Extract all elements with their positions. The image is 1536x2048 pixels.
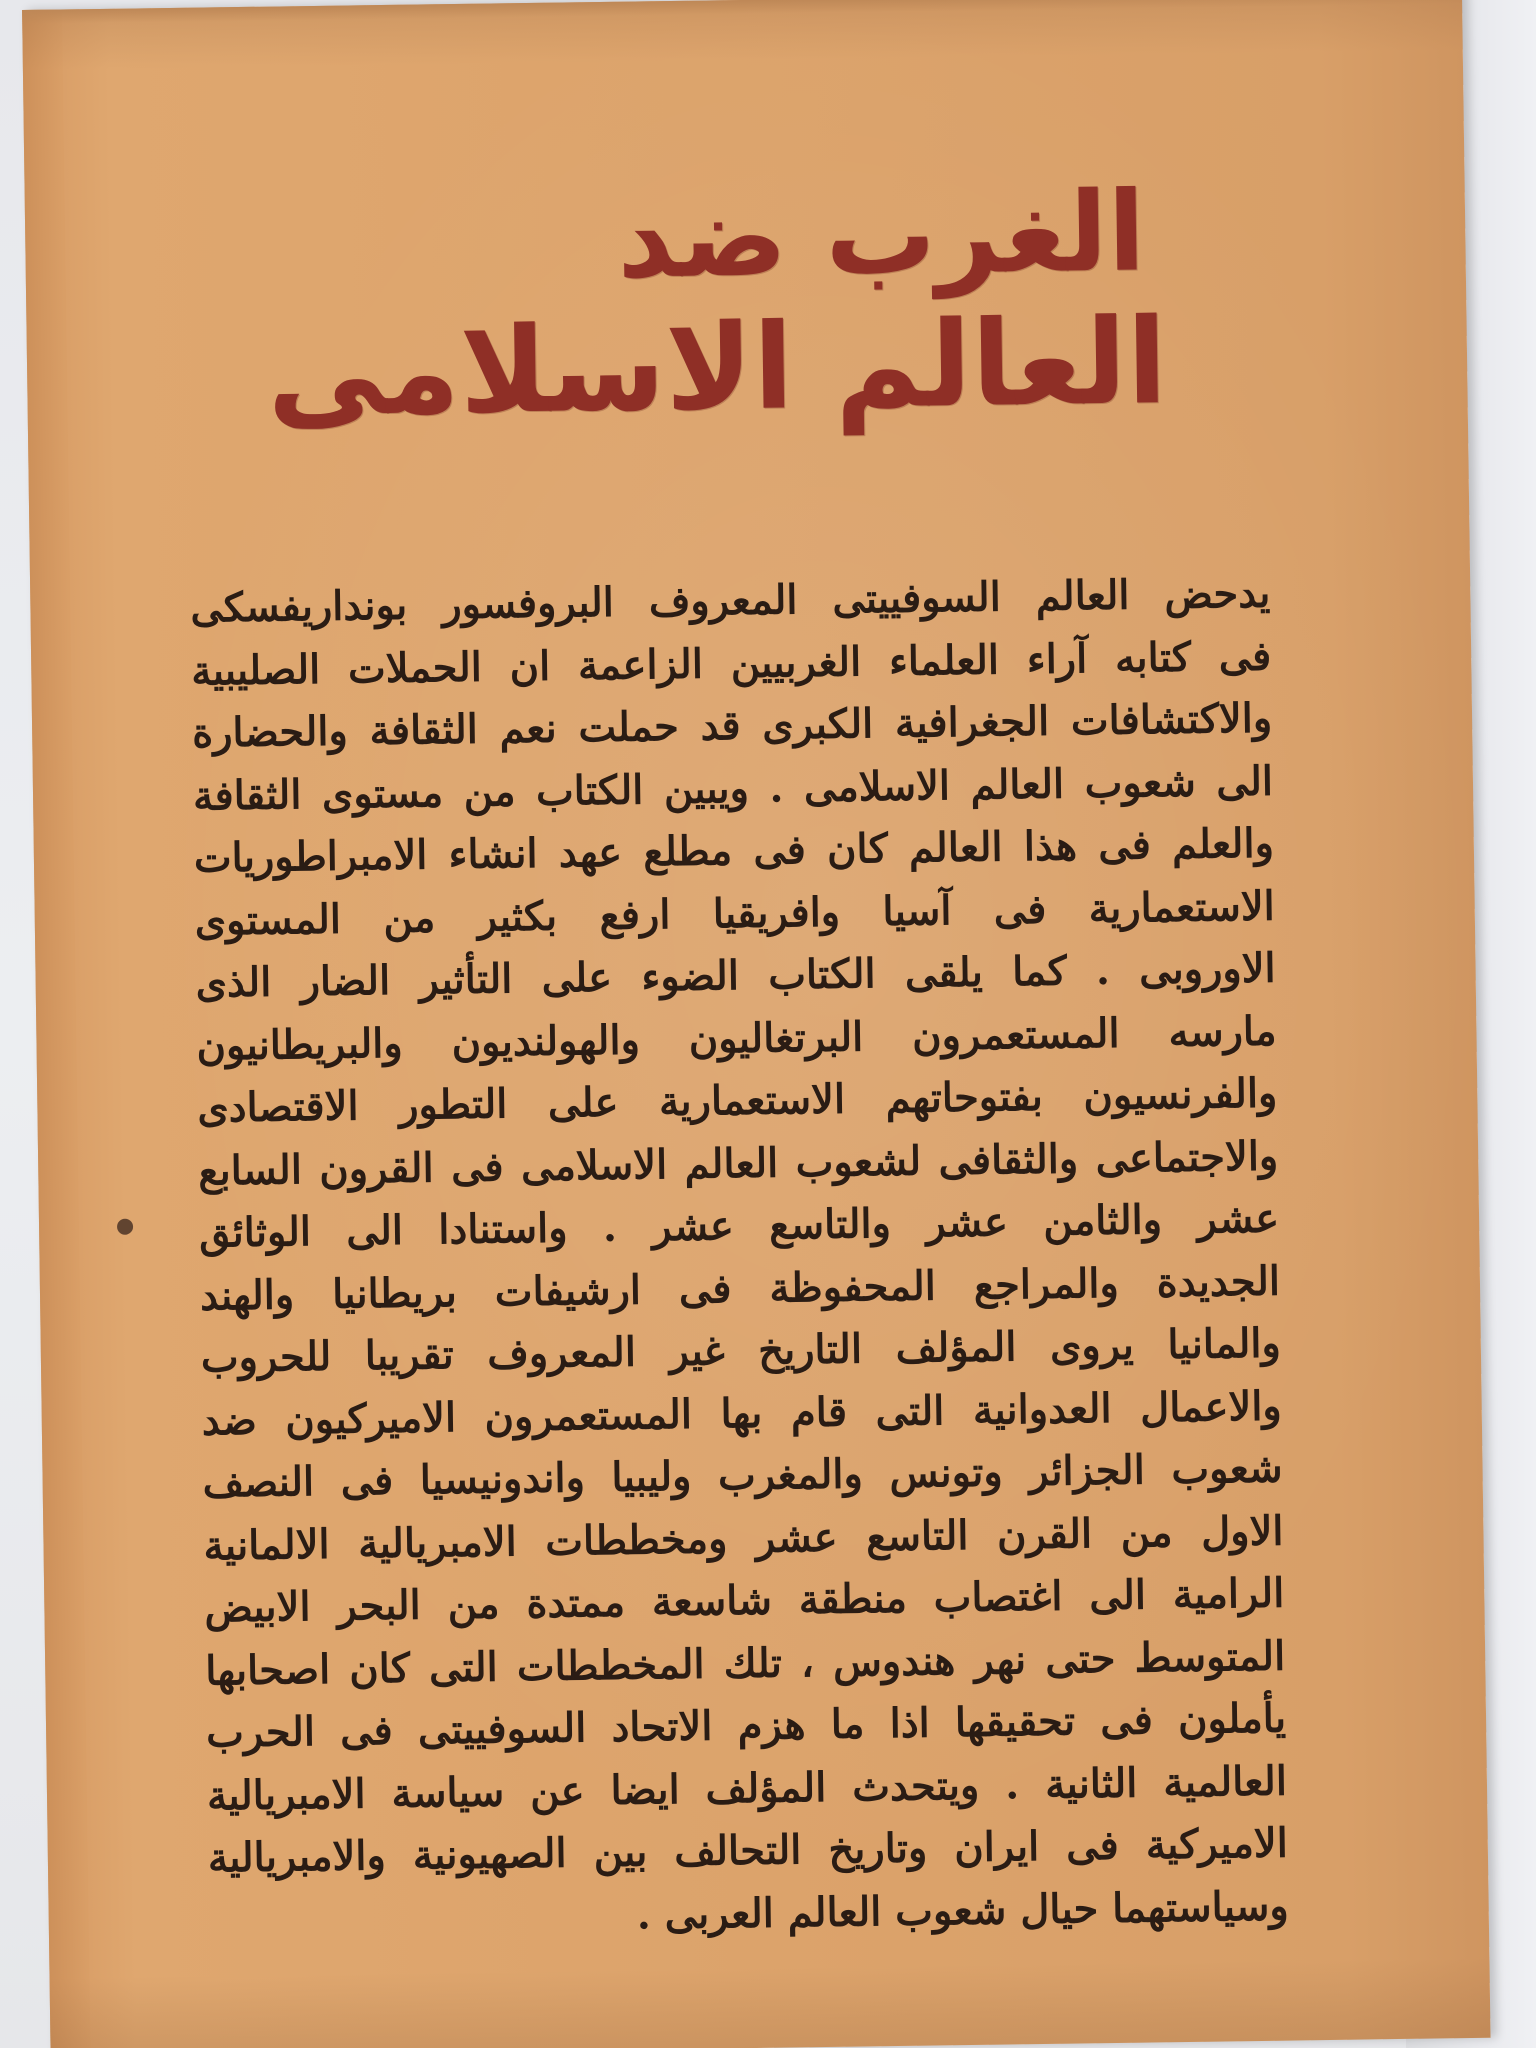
description-line: الجديدة والمراجع المحفوظة فى ارشيفات بريطانيا والهند: [199, 1257, 1281, 1320]
book-title: [265, 167, 1169, 443]
description-line: العالمية الثانية . ويتحدث المؤلف ايضا عن سياسة الامبريالية: [206, 1757, 1288, 1820]
description-line: المتوسط حتى نهر هندوس ، تلك المخططات التى كان اصحابها: [204, 1632, 1286, 1695]
description-line: فى كتابه آراء العلماء الغربيين الزاعمة ان الحملات الصليبية: [190, 632, 1272, 695]
description-line: الاستعمارية فى آسيا وافريقيا ارفع بكثير من المستوى: [194, 882, 1276, 945]
book-back-cover: [22, 0, 1490, 2048]
description-line: وسياستهما حيال شعوب العالم العربى .: [636, 1882, 1289, 1939]
description-line: الاوروبى . كما يلقى الكتاب الضوء على التأثير الضار الذى: [195, 944, 1276, 1007]
title-line-2: العالم الاسلامى: [266, 291, 1169, 443]
description-line: مارسه المستعمرون البرتغاليون والهولنديون والبريطانيون: [196, 1007, 1277, 1070]
description-line: الرامية الى اغتصاب منطقة شاسعة ممتدة من البحر الابيض: [204, 1569, 1285, 1632]
description-line: شعوب الجزائر وتونس والمغرب وليبيا واندونيسيا فى النصف: [202, 1444, 1283, 1507]
description-line: الاميركية فى ايران وتاريخ التحالف بين الصهيونية والامبريالية: [207, 1819, 1289, 1882]
description-line: الاول من القرن التاسع عشر ومخططات الامبريالية الالمانية: [203, 1507, 1284, 1570]
description-line: والمانيا يروى المؤلف التاريخ غير المعروف تقريبا للحروب: [200, 1319, 1282, 1382]
description-line: والعلم فى هذا العالم كان فى مطلع عهد انشاء الامبراطوريات: [193, 819, 1275, 882]
cover-stain: [117, 1219, 133, 1235]
cover-wear-top: [22, 0, 1463, 70]
description-line: عشر والثامن عشر والتاسع عشر . واستنادا الى الوثائق: [198, 1194, 1280, 1257]
description-line: الى شعوب العالم الاسلامى . ويبين الكتاب من مستوى الثقافة: [192, 757, 1274, 820]
description-line: والاكتشافات الجغرافية الكبرى قد حملت نعم الثقافة والحضارة: [191, 694, 1273, 757]
title-line-1: الغرب ضد: [616, 167, 1147, 303]
description-line: يدحض العالم السوفييتى المعروف البروفسور بونداريفسكى: [190, 569, 1271, 632]
description-line: والاجتماعى والثقافى لشعوب العالم الاسلامى فى القرون السابع: [197, 1132, 1279, 1195]
description-line: والفرنسيون بفتوحاتهم الاستعمارية على التطور الاقتصادى: [197, 1069, 1278, 1132]
cover-wear-bottom: [50, 1958, 1491, 2048]
description-line: والاعمال العدوانية التى قام بها المستعمرون الاميركيون ضد: [201, 1382, 1283, 1445]
book-description: [190, 563, 1289, 1953]
description-line: يأملون فى تحقيقها اذا ما هزم الاتحاد السوفييتى فى الحرب: [205, 1694, 1287, 1757]
cover-left-edge: [22, 9, 91, 2048]
